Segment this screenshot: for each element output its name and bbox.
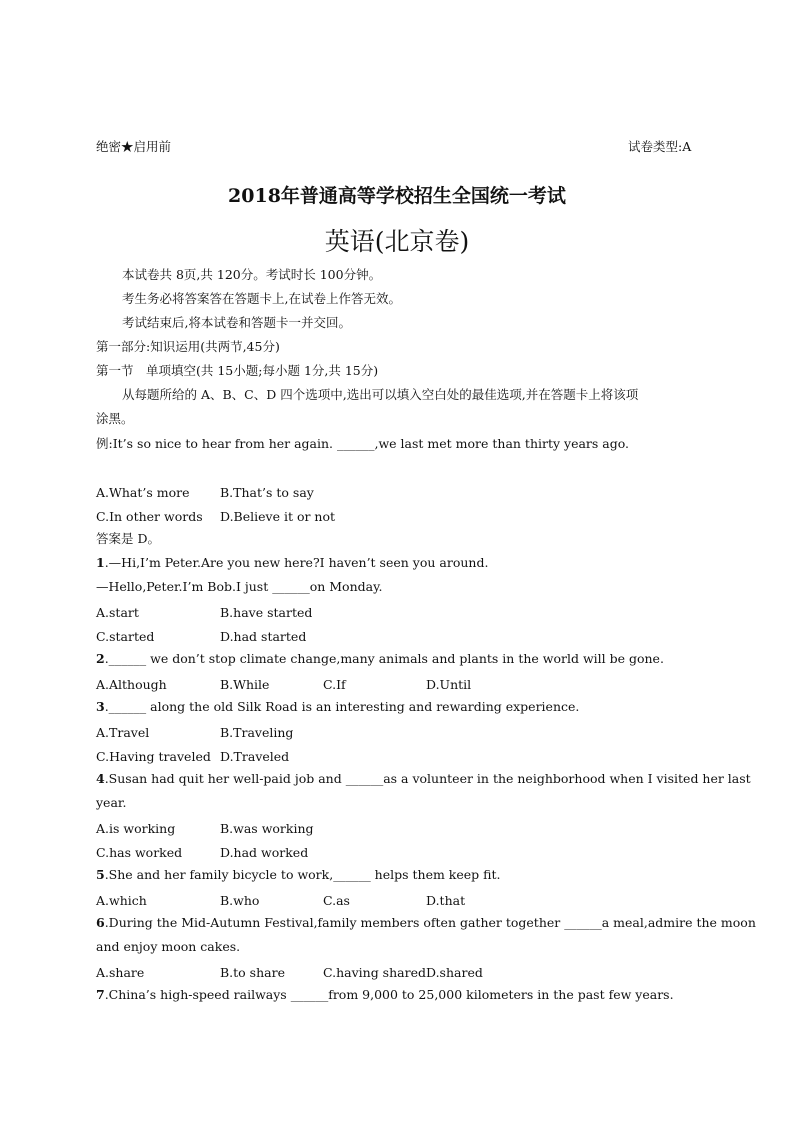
question-number: 7 xyxy=(96,987,105,1002)
option-a: A.share xyxy=(96,965,145,980)
option-c: C.as xyxy=(323,893,350,908)
option-d: D.that xyxy=(426,893,466,908)
question-line: year. xyxy=(96,795,127,810)
option-c: C.started xyxy=(96,629,155,644)
question-text: .Susan had quit her well-paid job and ______as a volunteer in the neighborhood when I visited her last xyxy=(104,771,751,786)
option-a: A.Travel xyxy=(96,725,150,740)
question-number: 3 xyxy=(96,699,105,714)
exam-subject: 英语(北京卷) xyxy=(324,227,470,256)
option-c: C.Having traveled xyxy=(96,749,211,764)
note-line: 考试结束后,将本试卷和答题卡一并交回。 xyxy=(122,315,351,330)
question-number: 5 xyxy=(96,867,105,882)
option-a: A.is working xyxy=(96,821,176,836)
example-option: A.What’s more xyxy=(96,485,190,500)
question-stem xyxy=(96,551,488,575)
option-b: B.have started xyxy=(220,605,313,620)
question-text: .China’s high-speed railways ______from 9,000 to 25,000 kilometers in the past few years. xyxy=(104,987,674,1002)
option-b: B.who xyxy=(220,893,260,908)
option-c: C.has worked xyxy=(96,845,183,860)
option-b: B.was working xyxy=(220,821,314,836)
question-text: .—Hi,I’m Peter.Are you new here?I haven’t seen you around. xyxy=(104,555,489,570)
section-heading: 第一节 单项填空(共 15小题;每小题 1分,共 15分) xyxy=(96,363,379,378)
option-d: D.Traveled xyxy=(220,749,290,764)
question-number: 2 xyxy=(96,651,105,666)
question-text: .______ along the old Silk Road is an interesting and rewarding experience. xyxy=(104,699,580,714)
example-stem: 例:It’s so nice to hear from her again. ______,we last met more than thirty years ago. xyxy=(96,436,630,451)
question-stem xyxy=(96,863,501,887)
instruction-line: 从每题所给的 A、B、C、D 四个选项中,选出可以填入空白处的最佳选项,并在答题卡上将该项 xyxy=(122,387,639,402)
option-a: A.start xyxy=(96,605,139,620)
option-d: D.had worked xyxy=(220,845,309,860)
note-line: 本试卷共 8页,共 120分。考试时长 100分钟。 xyxy=(122,267,382,282)
question-line: and enjoy moon cakes. xyxy=(96,939,241,954)
exam-title: 2018年普通高等学校招生全国统一考试 xyxy=(228,185,566,207)
option-a: A.Although xyxy=(96,677,167,692)
example-option: C.In other words xyxy=(96,509,203,524)
option-c: C.If xyxy=(323,677,346,692)
paper-type-label: 试卷类型:A xyxy=(628,139,692,154)
option-b: B.While xyxy=(220,677,270,692)
question-stem xyxy=(96,647,664,671)
option-b: B.Traveling xyxy=(220,725,294,740)
question-number: 1 xyxy=(96,555,105,570)
confidential-label: 绝密★启用前 xyxy=(96,139,172,154)
question-number: 4 xyxy=(96,771,105,786)
question-stem xyxy=(96,695,579,719)
example-answer: 答案是 D。 xyxy=(96,531,160,546)
question-stem xyxy=(96,767,751,791)
question-stem xyxy=(96,911,756,935)
option-d: D.had started xyxy=(220,629,307,644)
option-b: B.to share xyxy=(220,965,285,980)
option-d: D.shared xyxy=(426,965,483,980)
instruction-line: 涂黑。 xyxy=(96,411,134,426)
question-line: —Hello,Peter.I’m Bob.I just ______on Monday. xyxy=(96,579,383,594)
option-d: D.Until xyxy=(426,677,472,692)
example-option: D.Believe it or not xyxy=(220,509,336,524)
option-a: A.which xyxy=(96,893,147,908)
question-number: 6 xyxy=(96,915,105,930)
question-text: .During the Mid-Autumn Festival,family members often gather together ______a meal,admire the moon xyxy=(104,915,756,930)
note-line: 考生务必将答案答在答题卡上,在试卷上作答无效。 xyxy=(122,291,401,306)
question-text: .______ we don’t stop climate change,many animals and plants in the world will be gone. xyxy=(104,651,664,666)
option-c: C.having shared xyxy=(323,965,426,980)
question-text: .She and her family bicycle to work,______ helps them keep fit. xyxy=(104,867,501,882)
example-option: B.That’s to say xyxy=(220,485,314,500)
part-heading: 第一部分:知识运用(共两节,45分) xyxy=(96,339,280,354)
question-stem xyxy=(96,983,674,1007)
